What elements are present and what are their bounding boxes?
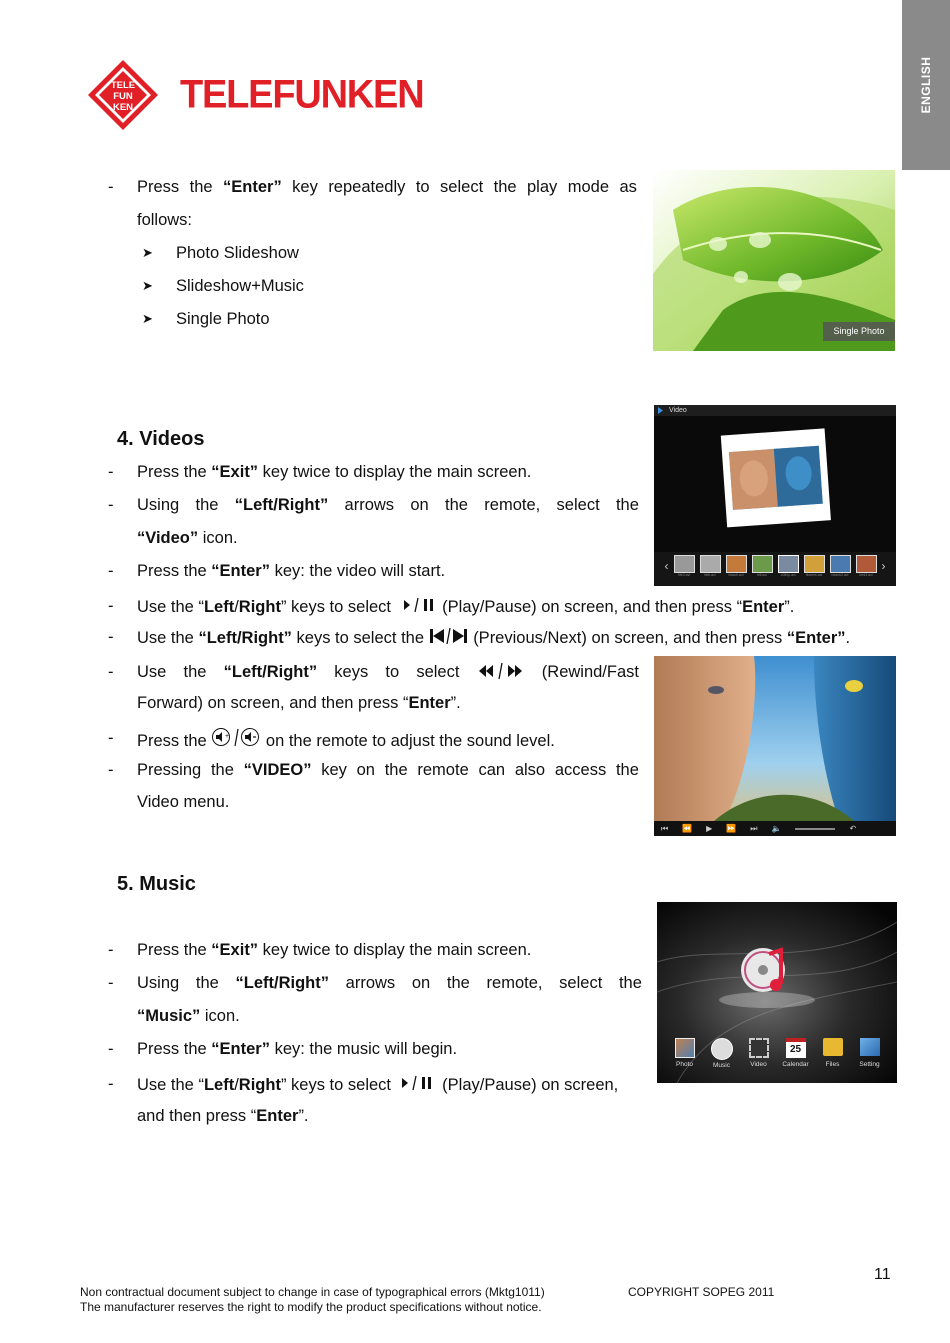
- calendar-icon: 25: [786, 1038, 806, 1058]
- footer-copyright: COPYRIGHT SOPEG 2011: [628, 1285, 775, 1299]
- volume-slider[interactable]: [795, 828, 835, 830]
- thumb-label: hill.avi: [757, 573, 767, 577]
- dash: -: [108, 729, 114, 747]
- video-thumbnail[interactable]: [804, 555, 825, 573]
- photo-intro-line: Press the “Enter” key repeatedly to select the play mode as: [137, 178, 637, 196]
- thumbnail-strip: [654, 552, 896, 586]
- video-thumbnail[interactable]: [778, 555, 799, 573]
- video-control-bar: [654, 821, 896, 836]
- video-thumbnail[interactable]: [752, 555, 773, 573]
- thumb-label: flowers.avi: [805, 573, 823, 577]
- svg-text:KEN: KEN: [112, 102, 134, 113]
- fast-forward-icon[interactable]: ⏩: [726, 824, 737, 833]
- music-playpause-line: Use the “Left/Right” keys to select (Play/Pause) on screen,: [137, 1074, 618, 1097]
- menu-item-setting[interactable]: [858, 1038, 881, 1069]
- image-caption: Single Photo: [833, 326, 885, 336]
- arrow-bullet-icon: ➤: [142, 311, 153, 326]
- folder-icon: [823, 1038, 843, 1056]
- video-thumbnail[interactable]: [700, 555, 721, 573]
- volume-up-down-icon: [211, 728, 261, 753]
- videos-volume-line: Press the + on the remote to adjust the sound level.: [137, 728, 555, 753]
- music-icon: [711, 1038, 733, 1060]
- videos-using-line: Using the “Left/Right” arrows on the remote, select the: [137, 496, 639, 514]
- thumb-label: bird3.avi: [859, 573, 873, 577]
- dash: -: [108, 562, 114, 580]
- menu-item-video[interactable]: [747, 1038, 770, 1069]
- menu-item-calendar[interactable]: [784, 1038, 807, 1069]
- music-enter-line: Press the “Enter” key: the music will begin.: [137, 1040, 458, 1058]
- volume-icon[interactable]: 🔈: [771, 824, 782, 833]
- menu-label: Music: [713, 1062, 730, 1069]
- music-using-cont: “Music” icon.: [137, 1007, 240, 1025]
- main-menu-icons: [673, 1038, 881, 1069]
- play-icon[interactable]: ▶: [706, 824, 713, 833]
- rewind-icon[interactable]: ⏪: [682, 824, 693, 833]
- language-label: ENGLISH: [919, 56, 933, 114]
- menu-label: Files: [825, 1061, 840, 1068]
- video-thumbnail[interactable]: [674, 555, 695, 573]
- videos-heading: 4. Videos: [117, 428, 205, 450]
- videos-rewind-line: Use the “Left/Right” keys to select (Rewind/Fast: [137, 662, 639, 685]
- mode-item: Single Photo: [176, 310, 270, 328]
- videos-enter-line: Press the “Enter” key: the video will start.: [137, 562, 446, 580]
- footer-notice: The manufacturer reserves the right to modify the product specifications without notice.: [80, 1300, 542, 1314]
- dash: -: [108, 597, 114, 615]
- thumb-label: beach2.avi: [831, 573, 849, 577]
- mode-item: Slideshow+Music: [176, 277, 304, 295]
- single-photo-screenshot: [653, 170, 895, 351]
- footer-disclaimer: Non contractual document subject to change in case of typographical errors (Mktg1011): [80, 1285, 545, 1299]
- photo-icon: [675, 1038, 695, 1058]
- dash: -: [108, 761, 114, 779]
- menu-label: Photo: [676, 1061, 693, 1068]
- svg-text:+: +: [225, 733, 230, 740]
- dash: -: [108, 941, 114, 959]
- menu-item-music[interactable]: [710, 1038, 733, 1069]
- videos-using-cont: “Video” icon.: [137, 529, 238, 547]
- videos-prevnext-line: Use the “Left/Right” keys to select the (Previous/Next) on screen, and then press “Enter”.: [137, 627, 850, 650]
- thumb-label: 5fe3.avi: [677, 573, 691, 577]
- settings-icon: [860, 1038, 880, 1056]
- dash: -: [108, 1075, 114, 1093]
- next-icon[interactable]: ⏭: [750, 823, 758, 833]
- music-playpause-cont: and then press “Enter”.: [137, 1107, 309, 1125]
- videos-rewind-cont: Forward) on screen, and then press “Enter”.: [137, 694, 461, 712]
- chevron-right-icon[interactable]: ›: [881, 559, 886, 573]
- menu-label: Calendar: [782, 1061, 809, 1068]
- dash: -: [108, 663, 114, 681]
- return-icon[interactable]: ↶: [849, 824, 857, 833]
- play-pause-icon: [396, 1074, 438, 1097]
- photo-intro-cont: follows:: [137, 211, 193, 229]
- language-tab: [902, 0, 950, 170]
- thumb-label: bbb.avi: [704, 573, 716, 577]
- dash: -: [108, 496, 114, 514]
- dash: -: [108, 178, 114, 196]
- menu-label: Video: [750, 1061, 767, 1068]
- chevron-left-icon[interactable]: ‹: [664, 559, 669, 573]
- mode-item: Photo Slideshow: [176, 244, 299, 262]
- brand-name: TELEFUNKEN: [180, 72, 424, 118]
- rewind-fast-forward-icon: [477, 662, 525, 685]
- videos-videokey-cont: Video menu.: [137, 793, 230, 811]
- menu-item-photo[interactable]: [673, 1038, 696, 1069]
- video-thumbnail[interactable]: [856, 555, 877, 573]
- thumb-label: 1080p.avi: [780, 573, 796, 577]
- dash: -: [108, 1040, 114, 1058]
- previous-next-icon: [429, 627, 469, 650]
- page-number: 11: [874, 1266, 891, 1283]
- videos-videokey-line: Pressing the “VIDEO” key on the remote can also access the: [137, 761, 639, 779]
- svg-text:FUN: FUN: [113, 91, 133, 102]
- arrow-bullet-icon: ➤: [142, 245, 153, 260]
- video-playback-screenshot: [654, 656, 896, 836]
- telefunken-logo: [86, 58, 160, 132]
- main-menu-screenshot: [657, 902, 897, 1083]
- videos-exit-line: Press the “Exit” key twice to display the main screen.: [137, 463, 532, 481]
- music-using-line: Using the “Left/Right” arrows on the remote, select the: [137, 974, 642, 992]
- dash: -: [108, 628, 114, 646]
- videos-playpause-line: Use the “Left/Right” keys to select (Play/Pause) on screen, and then press “Enter”.: [137, 596, 794, 619]
- video-thumbnail[interactable]: [726, 555, 747, 573]
- thumb-label: beach.avi: [728, 573, 744, 577]
- video-thumbnail[interactable]: [830, 555, 851, 573]
- menu-item-files[interactable]: [821, 1038, 844, 1069]
- music-heading: 5. Music: [117, 873, 196, 895]
- play-pause-icon: [396, 596, 438, 619]
- screen-title: Video: [669, 407, 687, 414]
- previous-icon[interactable]: ⏮: [661, 823, 669, 833]
- film-icon: [749, 1038, 769, 1058]
- menu-label: Setting: [859, 1061, 880, 1068]
- svg-text:TELE: TELE: [110, 80, 136, 91]
- dash: -: [108, 974, 114, 992]
- music-exit-line: Press the “Exit” key twice to display the main screen.: [137, 941, 532, 959]
- video-menu-screenshot: [654, 405, 896, 586]
- arrow-bullet-icon: ➤: [142, 278, 153, 293]
- dash: -: [108, 463, 114, 481]
